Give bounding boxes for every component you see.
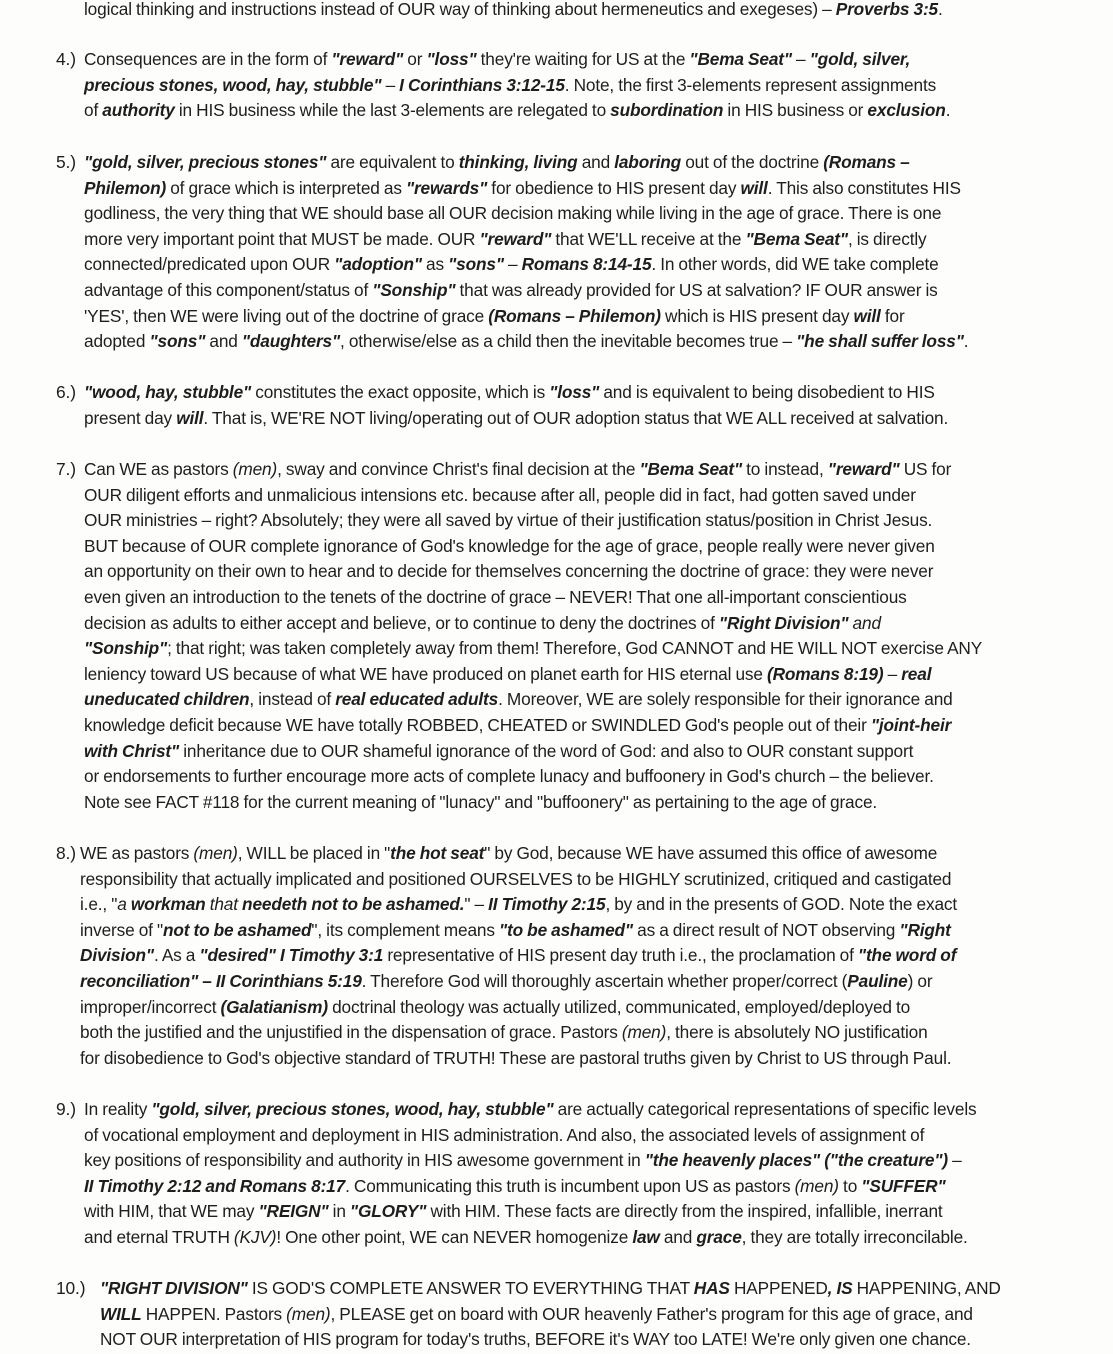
text-run: and	[205, 331, 242, 352]
text-run: , instead of	[249, 689, 336, 710]
text-run: as a direct result of NOT observing	[632, 919, 900, 940]
text-run: "Sonship"	[84, 638, 168, 659]
text-run: .	[963, 331, 969, 352]
text-run: "to be ashamed"	[498, 919, 633, 940]
text-run: "adoption"	[334, 254, 422, 275]
text-run: key positions of responsibility and authority in HIS awesome government in	[84, 1150, 645, 1171]
text-line	[1, 1199, 1105, 1225]
text-run: will	[740, 177, 768, 198]
text-run: , they are totally irreconcilable.	[741, 1226, 968, 1247]
paragraph-5	[0, 150, 1113, 355]
text-line	[1, 252, 1105, 278]
paragraph-number: 6.)	[56, 382, 76, 402]
text-run: ) or	[907, 970, 933, 991]
text-run: uneducated children	[84, 689, 250, 710]
text-run: IS GOD'S COMPLETE ANSWER TO EVERYTHING THAT	[247, 1278, 694, 1298]
text-run: with HIM, that WE may	[84, 1201, 259, 1222]
text-run: laboring	[614, 152, 682, 172]
text-run: and	[659, 1226, 697, 1247]
text-run: " by God, because WE have assumed this office of awesome	[484, 843, 938, 863]
text-line	[1, 278, 1105, 304]
text-run: responsibility that actually implicated and positioned OURSELVES to be HIGHLY scrutinized, critiqued and castigated	[80, 868, 952, 889]
text-run: logical thinking and instructions instead of OUR way of thinking about hermeneutics and exegeses) –	[84, 0, 836, 19]
text-run: they're waiting for US at the	[476, 49, 690, 69]
text-run: , PLEASE get on board with OUR heavenly Father's program for this age of grace, and	[330, 1303, 973, 1324]
paragraph-number: 7.)	[56, 459, 76, 479]
paragraph-4	[0, 47, 1113, 124]
text-run: constitutes the exact opposite, which is	[251, 382, 550, 402]
text-line	[1, 995, 1105, 1021]
text-line	[1, 1174, 1105, 1200]
text-run: OUR ministries – right? Absolutely; they were all saved by virtue of their justification status/position in Christ Jesus.	[84, 510, 933, 531]
text-run: "gold, silver, precious stones"	[84, 152, 327, 172]
text-run: –	[791, 49, 810, 69]
text-line	[1, 713, 1105, 739]
text-run: present day	[84, 407, 177, 428]
text-run: . This also constitutes HIS	[767, 177, 961, 198]
text-run: improper/incorrect	[80, 996, 221, 1017]
text-line	[1, 943, 1105, 969]
text-run: . That is, WE'RE NOT living/operating out of OUR adoption status that WE ALL received at salvation.	[203, 407, 949, 428]
text-run: with Christ"	[84, 740, 180, 761]
text-run: ", its complement means	[311, 919, 499, 940]
text-run: will	[176, 407, 204, 428]
text-run: .	[945, 100, 951, 121]
text-run: and eternal TRUTH	[84, 1226, 234, 1247]
text-run: which is HIS present day	[660, 305, 854, 326]
text-run: inverse of "	[80, 919, 163, 940]
text-run: , by and in the presents of GOD. Note the exact	[605, 894, 958, 915]
text-run: HAPPENED	[729, 1278, 828, 1298]
text-line	[1, 1148, 1105, 1174]
text-run: advantage of this component/status of	[84, 279, 373, 300]
text-run: US for	[899, 459, 952, 479]
text-line	[1, 1097, 1105, 1123]
text-run: workman	[130, 894, 206, 915]
text-run: OUR diligent efforts and unmalicious intensions etc. because after all, people did in fact, had gotten saved under	[84, 484, 916, 505]
text-run: " –	[464, 894, 489, 915]
text-line	[1, 892, 1105, 918]
text-run: ! One other point, WE can NEVER homogenize	[276, 1226, 633, 1247]
text-run: "Bema Seat"	[689, 49, 792, 69]
text-run: "the word of	[857, 945, 957, 966]
text-run: that WE'LL receive at the	[551, 228, 746, 249]
text-run: are equivalent to	[326, 152, 459, 172]
text-run: "gold, silver,	[809, 49, 911, 69]
text-run: "loss"	[426, 49, 477, 69]
text-run: ; that right; was taken completely away from them! Therefore, God CANNOT and HE WILL NOT exercise ANY	[167, 638, 983, 659]
text-run: out of the doctrine	[681, 152, 824, 172]
text-line	[1, 47, 1105, 73]
text-run: I Corinthians 3:12-15	[399, 74, 565, 95]
text-line	[1, 406, 1105, 432]
paragraph-8	[0, 841, 1113, 1071]
text-line	[1, 867, 1105, 893]
text-run: . Therefore God will thoroughly ascertain whether proper/correct (	[361, 970, 848, 991]
text-run: not to be ashamed	[162, 919, 312, 940]
text-run: and	[577, 152, 615, 172]
text-run: Pauline	[847, 970, 908, 991]
text-run: even given an introduction to the tenets of the doctrine of grace – NEVER! That one all-important conscientious	[84, 586, 907, 607]
text-run: , WILL be placed in "	[237, 843, 391, 863]
text-run: "reward"	[479, 228, 552, 249]
text-run: Romans 8:14-15	[521, 254, 652, 275]
text-run: Division"	[80, 945, 154, 966]
text-run: as	[421, 254, 449, 275]
text-run: godliness, the very thing that WE should base all OUR decision making while living in the age of grace. There is one	[84, 203, 942, 224]
text-run: .	[938, 0, 943, 19]
text-line	[1, 559, 1105, 585]
text-run: Note see FACT #118 for the current meaning of "lunacy" and "buffoonery" as pertaining to the age of grace.	[84, 791, 878, 812]
text-run: , there is absolutely NO justification	[666, 1022, 928, 1043]
text-run: "reward"	[827, 459, 900, 479]
text-line	[1, 1302, 1105, 1328]
text-line	[1, 457, 1105, 483]
text-run: thinking, living	[458, 152, 578, 172]
text-line	[1, 483, 1105, 509]
text-run: or endorsements to further encourage more acts of complete lunacy and buffoonery in God's church – the believer.	[84, 766, 934, 787]
text-run: "desired" I Timothy 3:1	[199, 945, 384, 966]
text-run: "SUFFER"	[861, 1175, 946, 1196]
text-run: "sons"	[448, 254, 504, 275]
text-run: precious stones, wood, hay, stubble"	[84, 74, 382, 95]
text-run: in HIS business while the last 3-elements are relegated to	[174, 100, 611, 121]
text-run: in	[328, 1201, 350, 1222]
text-run: real educated adults	[335, 689, 499, 710]
text-line	[1, 1046, 1105, 1072]
text-run: . Communicating this truth is incumbent upon US as pastors	[345, 1175, 795, 1196]
paragraph-10	[0, 1276, 1113, 1353]
text-run: . In other words, did WE take complete	[651, 254, 939, 275]
text-run: "the heavenly places" ("the creature")	[644, 1150, 948, 1171]
text-line	[1, 304, 1105, 330]
paragraph-number: 5.)	[56, 152, 76, 172]
text-run: . Moreover, WE are solely responsible for their ignorance and	[498, 689, 953, 710]
text-run: and	[848, 612, 881, 633]
text-line	[1, 1123, 1105, 1149]
text-run: exclusion	[867, 100, 946, 121]
text-line	[1, 687, 1105, 713]
paragraph-number: 8.)	[56, 843, 76, 863]
text-run: subordination	[610, 100, 724, 121]
text-line	[1, 918, 1105, 944]
text-run: "he shall suffer loss"	[796, 331, 964, 352]
text-line	[1, 227, 1105, 253]
text-run: decision as adults to either accept and believe, or to continue to deny the doctrines of	[84, 612, 719, 633]
text-run: "RIGHT DIVISION"	[100, 1278, 248, 1298]
text-run: for	[880, 305, 905, 326]
text-line	[1, 790, 1105, 816]
text-run: "Right	[899, 919, 951, 940]
text-run: adopted	[84, 331, 150, 352]
text-run: will	[853, 305, 881, 326]
text-run: "Bema Seat"	[639, 459, 742, 479]
text-run: "sons"	[149, 331, 206, 352]
text-run: NOT OUR interpretation of HIS program for today's truths, BEFORE it's WAY too LATE! We're only given one chance.	[100, 1329, 971, 1350]
text-run: , IS	[827, 1278, 853, 1298]
text-run: "rewards"	[405, 177, 488, 198]
text-line	[1, 1225, 1105, 1251]
text-line	[1, 611, 1105, 637]
paragraph-6	[0, 380, 1113, 431]
text-run: to	[838, 1175, 862, 1196]
text-run: "loss"	[549, 382, 600, 402]
text-line	[1, 534, 1105, 560]
text-run: real	[901, 663, 932, 684]
text-run: for disobedience to God's objective standard of TRUTH! These are pastoral truths given by Christ to US through Paul.	[80, 1047, 952, 1068]
text-run: inheritance due to OUR shameful ignorance of the word of God: and also to OUR constant support	[179, 740, 914, 761]
text-line	[1, 0, 1105, 23]
text-run: both the justified and the unjustified in the dispensation of grace. Pastors	[80, 1022, 622, 1043]
text-run: authority	[102, 100, 175, 121]
text-run: "GLORY"	[349, 1201, 427, 1222]
text-run: "daughters"	[241, 331, 341, 352]
text-run: of	[84, 100, 103, 121]
text-run: with HIM. These facts are directly from the inspired, infallible, inerrant	[426, 1201, 943, 1222]
paragraph-number: 9.)	[56, 1099, 76, 1119]
text-run: II Timothy 2:12 and Romans 8:17	[84, 1175, 346, 1196]
text-run: (Romans –	[823, 152, 910, 172]
text-run: (men)	[193, 843, 238, 863]
text-run: an opportunity on their own to hear and to decide for themselves concerning the doctrine of grace: they were never	[84, 561, 934, 582]
text-run: of vocational employment and deployment in HIS administration. And also, the associated levels of assignment of	[84, 1124, 925, 1145]
text-run: Philemon)	[84, 177, 167, 198]
text-run: "Right Division"	[718, 612, 849, 633]
paragraph-intro	[0, 0, 1113, 23]
text-run: to instead,	[741, 459, 828, 479]
text-line	[1, 764, 1105, 790]
text-line	[1, 98, 1105, 124]
text-run: "wood, hay, stubble"	[84, 382, 252, 402]
text-run: needeth not to be ashamed.	[242, 894, 465, 915]
text-run: WILL	[100, 1303, 142, 1324]
text-line	[1, 585, 1105, 611]
text-run: (men)	[621, 1022, 667, 1043]
text-run: 'YES', then WE were living out of the doctrine of grace	[84, 305, 489, 326]
text-line	[1, 508, 1105, 534]
text-run: or	[403, 49, 427, 69]
text-line	[1, 1276, 1105, 1302]
text-run: WE as pastors	[80, 843, 194, 863]
text-run: doctrinal theology was actually utilized, communicated, employed/deployed to	[327, 996, 911, 1017]
paragraph-number: 10.)	[56, 1278, 86, 1298]
text-run: reconciliation" – II Corinthians 5:19	[80, 970, 362, 991]
text-line	[1, 662, 1105, 688]
text-run: (men)	[232, 459, 278, 479]
text-line	[1, 380, 1105, 406]
text-line	[1, 1327, 1105, 1353]
text-run: more very important point that MUST be made. OUR	[84, 228, 480, 249]
text-run: knowledge deficit because WE have totally ROBBED, CHEATED or SWINDLED God's people out of their	[84, 714, 871, 735]
text-line	[1, 1020, 1105, 1046]
text-line	[1, 201, 1105, 227]
text-line	[1, 636, 1105, 662]
text-run: for obedience to HIS present day	[487, 177, 741, 198]
text-run: (men)	[286, 1303, 331, 1324]
text-run: leniency toward US because of what WE have produced on planet earth for HIS eternal use	[84, 663, 768, 684]
text-run: (Galatianism)	[220, 996, 328, 1017]
text-line	[1, 176, 1105, 202]
text-run: Consequences are in the form of	[84, 49, 332, 69]
text-line	[1, 739, 1105, 765]
text-run: HAPPEN. Pastors	[141, 1303, 287, 1324]
text-run: (Romans – Philemon)	[488, 305, 661, 326]
text-run: –	[883, 663, 902, 684]
text-run: connected/predicated upon OUR	[84, 254, 335, 275]
text-run: . Note, the first 3-elements represent assignments	[564, 74, 937, 95]
text-run: "gold, silver, precious stones, wood, hay, stubble"	[151, 1099, 554, 1119]
text-run: , is directly	[847, 228, 927, 249]
text-run: the hot seat	[390, 843, 485, 863]
text-run: i.e., "	[80, 894, 118, 915]
paragraph-9	[0, 1097, 1113, 1251]
text-run: "Bema Seat"	[745, 228, 848, 249]
text-run: II Timothy 2:15	[488, 894, 606, 915]
text-run: In reality	[84, 1099, 152, 1119]
text-run: that was already provided for US at salvation? IF OUR answer is	[455, 279, 938, 300]
text-run: BUT because of OUR complete ignorance of God's knowledge for the age of grace, people really were never given	[84, 535, 935, 556]
text-line	[1, 150, 1105, 176]
text-run: are actually categorical representations of specific levels	[553, 1099, 977, 1119]
text-run: –	[947, 1150, 962, 1171]
text-run: –	[503, 254, 522, 275]
text-run: "Sonship"	[372, 279, 456, 300]
text-line	[1, 969, 1105, 995]
text-run: "REIGN"	[258, 1201, 329, 1222]
text-run: Can WE as pastors	[84, 459, 233, 479]
text-run: a	[117, 894, 131, 915]
text-run: law	[632, 1226, 660, 1247]
text-line	[1, 841, 1105, 867]
text-run: (Romans 8:19)	[767, 663, 884, 684]
text-run: "reward"	[331, 49, 404, 69]
text-run: . As a	[153, 945, 200, 966]
text-line	[1, 73, 1105, 99]
text-run: HAPPENING, AND	[852, 1278, 1001, 1298]
text-run: grace	[696, 1226, 742, 1247]
text-run: (KJV)	[233, 1226, 277, 1247]
text-run: and is equivalent to being disobedient to HIS	[599, 382, 935, 402]
paragraph-7	[0, 457, 1113, 815]
text-run: "joint-heir	[870, 714, 952, 735]
text-run: , otherwise/else as a child then the inevitable becomes true –	[340, 331, 797, 352]
text-run: representative of HIS present day truth i.e., the proclamation of	[383, 945, 858, 966]
text-run: Proverbs 3:5	[835, 0, 939, 19]
text-run: in HIS business or	[723, 100, 868, 121]
text-line	[1, 329, 1105, 355]
paragraph-number: 4.)	[56, 49, 76, 69]
text-run: of grace which is interpreted as	[166, 177, 406, 198]
text-run: HAS	[693, 1278, 730, 1298]
text-run: that	[205, 894, 243, 915]
text-run: (men)	[794, 1175, 839, 1196]
text-run: , sway and convince Christ's final decision at the	[277, 459, 640, 479]
text-run: –	[381, 74, 400, 95]
